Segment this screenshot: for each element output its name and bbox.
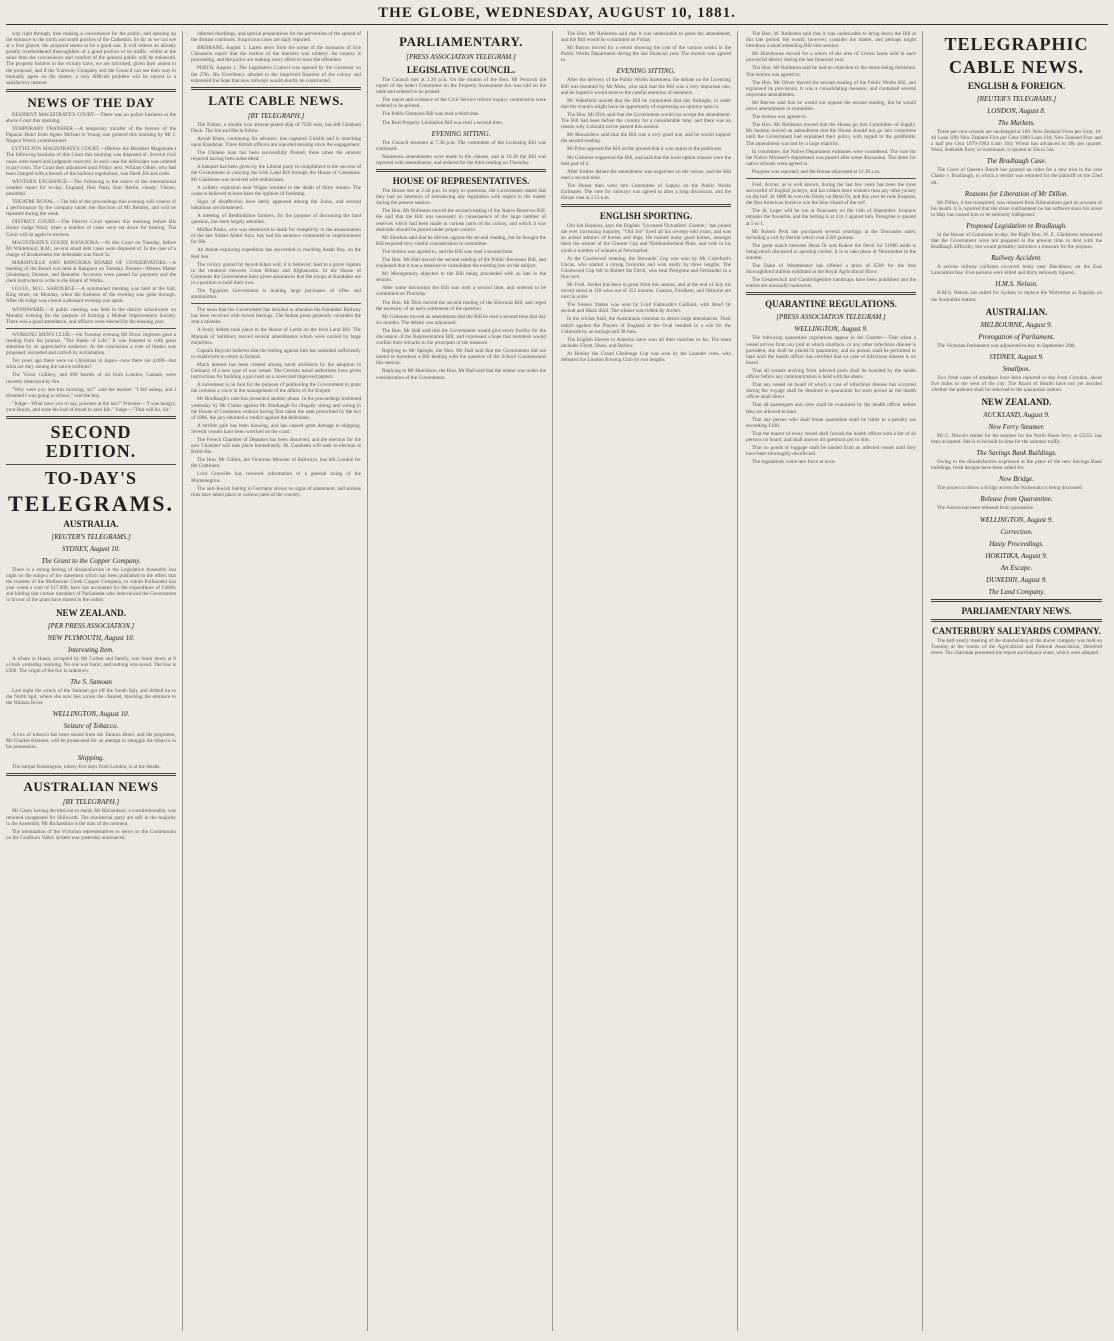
- dateline-wellington: WELLINGTON, August 9.: [794, 325, 868, 334]
- body-text: There is a strong feeling of dissatisfaction in the Legislative Assembly last night on the subject of the statement which has been published to the effect that the trustees of the Melbourne Creek Copper Company, to whom Parliament last year voted a sum of £17,000, have not accounted for the expenditure of £4000, and hinting that certain members of Parliament who interviewed the Government in favour of the grant have shared in the outlay.: [6, 566, 176, 604]
- subheading-press: [PRESS ASSOCIATION TELEGRAM.]: [406, 53, 516, 61]
- item-railway-accident: Railway Accident.: [991, 254, 1042, 263]
- dateline-wellington: WELLINGTON, August 10.: [52, 710, 130, 719]
- item-shipping: Shipping.: [77, 754, 105, 763]
- dateline-melbourne: MELBOURNE, August 9.: [980, 320, 1053, 329]
- heading-parliamentary: PARLIAMENTARY.: [399, 34, 523, 49]
- body-text: Owing to the dissatisfaction expressed at the plans of the new Savings Bank buildings, fresh designs have been called for.: [931, 459, 1102, 472]
- body-text: The news that the Government has decided to abandon the Kandahar Railway has been received with mixed feelings. The Indian press generally considers the step a mistake. A lively debate took place in the House of Lords on the Irish Land Bill. The Marquis of Salisbury moved several amendments which were carried by large majorities. Captain Boycott believes that the feeling against him has subsided sufficiently to enable him to return to Ireland. Much interest has been created among naval architects by the adoption in Germany of a new type of war vessel. The German naval authorities have given instructions for building a gun boat on a novel and improved pattern. A movement is on foot for the purpose of petitioning the Government to grant the colonies a voice in the management of the affairs of the Empire. Mr Bradlaugh's case has presented another phase. In the proceedings instituted yesterday by Mr Clarke against Mr Bradlaugh for illegally sitting and voting in the House of Commons without having first taken the oath prescribed by the Act of 1866, the jury returned a verdict against the defendant. A terrible gale has been blowing, and has caused great damage to shipping. Several vessels have been wrecked on the coast. The French Chamber of Deputies has been dissolved, and the election for the new Chamber will take place immediately. M. Gambetta will seek re-election at Belleville. The Hon. Mr Gillies, the Victorian Minister of Railways, has left London for the Continent. Lord Granville has received information of a general rising of the Montenegrins. The anti-Jewish feeling in Germany shows no signs of abatement, and serious riots have taken place in various parts of the country.: [191, 307, 361, 498]
- item-proposed-legislation: Proposed Legislation re Bradlaugh.: [966, 221, 1067, 230]
- dateline-wellington: WELLINGTON, August 9.: [979, 515, 1054, 524]
- column-3: [376, 31, 553, 1331]
- item-markets: The Markets.: [998, 119, 1035, 127]
- body-text: The Hon. Mr Rolleston said that it was undesirable to press the amendment, and the Bill would be committed on Friday. Mr Barron moved for a return showing the cost of the various works in the Public Works Department during the last financial year. The motion was agreed to.: [561, 31, 731, 64]
- heading-second-edition: SECOND EDITION.: [45, 421, 137, 461]
- subheading-reuters: [REUTER'S TELEGRAMS.]: [51, 532, 131, 541]
- dateline-hokitika: HOKITIKA, August 9.: [985, 551, 1048, 560]
- body-text: A whare at Hauta, occupied by Mr Corbet and family, was burnt down at 6 o'clock yesterday morning. No one was burnt, and nothing was saved. The loss is £300. The origin of the fire is unknown.: [6, 655, 176, 674]
- divider: [931, 599, 1102, 602]
- divider: [191, 87, 361, 90]
- body-text: Mr Dillon, it has transpired, was released from Kilmainham gaol on account of his health. It is reported that the close confinement he has suffered since his arrest in May has caused him to be seriously indisposed.: [931, 199, 1102, 218]
- item-correction: Correction.: [1000, 527, 1033, 536]
- body-text: Mr G. Niccol's tender for the steamer for the North Shore ferry, at £3255, has been accepted. She is to be built in time for the summer traffic.: [931, 432, 1102, 446]
- item-hms-nelson: H.M.S. Nelson.: [995, 280, 1038, 289]
- heading-evening-sitting: EVENING SITTING.: [431, 129, 491, 138]
- subheading-press: [PRESS ASSOCIATION TELEGRAM.]: [776, 313, 886, 322]
- heading-evening-sitting: EVENING SITTING.: [616, 67, 676, 76]
- heading-news-of-the-day: NEWS OF THE DAY: [27, 94, 155, 110]
- body-text: The Nation, a double iron armour-plated ship of 7220 tons, has left Chatham Dock. The Iris and Hecla follow. Ayoub Khan, continuing his advance, has captured Girishk and is marching upon Kandahar. Three British officers are reported missing since the engagement. The Chinese loan has been successfully floated, three times the amount required having been subscribed. A banquet has been given by the Liberal party in compliment to the success of the Government in carrying the Irish Land Bill through the House of Commons. Mr Gladstone was received with enthusiasm. A colliery explosion near Wigan resulted in the death of thirty miners. The cause is believed to have been the ignition of firedamp. Signs of disaffection have lately appeared among the Zulus, and several battalions are threatened. A meeting of Bedfordshire farmers, for the purpose of discussing the land question, has been largely attended. Midhat Pasha, who was sentenced to death for complicity in the assassination of the late Sultan Abdul Aziz, has had his sentence commuted to imprisonment for life. An Italian exploring expedition has succeeded in reaching Assab Bay, on the Red Sea. The victory gained by Ayoub Khan will, it is believed, lead to a grave rupture in the relations between Great Britain and Afghanistan. In the House of Commons the Government have given assurances that the troops at Kandahar are in a position to hold their own. The Egyptian Government is making large purchases of rifles and ammunition.: [191, 121, 361, 301]
- heading-canterbury-saleyards: CANTERBURY SALEYARDS COMPANY.: [932, 625, 1101, 636]
- dateline-dunedin: DUNEDIN, August 9.: [986, 575, 1047, 584]
- body-text: The Hon. W. Rolleston said that it was undesirable to bring down the Bill at this late period. He would, however, consider the matter, and perhaps might introduce a short amending Bill next session. Mr Hursthouse moved for a return of the area of Crown lands sold in each provincial district during the last financial year. The Hon. Mr Rolleston said he had no objection to the return being furnished. The motion was agreed to. The Hon. Mr Oliver moved the second reading of the Public Works Bill, and explained its provisions. It was a consolidating measure, and contained several important amendments. Mr Reeves said that he would not oppose the second reading, but he would move amendments in committee. The motion was agreed to. The Hon. Mr Rolleston moved that the House go into Committee of Supply. Mr Seddon moved an amendment that the House should not go into committee until the Government had explained their policy with regard to the goldfields. The amendment was lost by a large majority. In committee, the Native Department estimates were considered. The vote for the Native Minister's department was passed after some discussion. The items for native schools were agreed to. Progress was reported, and the House adjourned at 12.30 a.m.: [746, 31, 916, 175]
- subheading-by-telegraph: [BY TELEGRAPH.]: [62, 798, 120, 807]
- item-new-bridge: New Bridge.: [999, 475, 1034, 484]
- body-text: RESIDENT MAGISTRATE'S COURT.—There was no police business at the above Court this morning. TEMPORARY TRANSFER.—A temporary transfer of the licence of the Papanui Hotel from Agnes Mclean to Young was granted this morning by Mr J. Nugent Wood, commissioner. LYTTELTON MAGISTRATE'S COURT.—(Before the Resident Magistrate.) The following business of this Court this morning was disposed of. Several civil cases were heard and judgment reserved. In each case the defendant was ordered to pay costs. The Court then adjourned until Friday next. William Oddie, who had been charged with a breach of the harbour regulations, was fined 20s and costs. WESTERN EXCHANGE.—The following is the return of the international weather report for to-day: England, fine; Paris, fine; Berlin, cloudy; Vienna, unsettled. THEATRE ROYAL.—The bill of the proceedings this evening will consist of a performance by the company under the direction of Mr Bentley, and will be repeated during the week. DISTRICT COURT.—The District Court opened this morning before His Honor Judge Ward, when a number of cases were set down for hearing. The Court will sit again to-morrow. MAGISTRATE'S COURT, RANGIORA.—At this Court on Tuesday, before Mr Whitefoord, R.M., several small debt cases were disposed of. In the case of a charge of drunkenness the defendant was fined 5s. MARSHVILLE AND RANGIORA BOARD OF CONSERVATORS.—A meeting of the Board was held at Rangiora on Tuesday. Present—Messrs Maher (chairman), Dunsoe, and Bennetts. Accounts were passed for payment and the clerk instructed to write to the Board of Works. I.O.O.F., M.U., SABOURGE.—A summoned meeting was held at the hall, King street, on Monday, when the business of the evening was gone through. After the lodge was closed a pleasant evening was spent. WOODWARD.—A public meeting was held in the district schoolroom on Monday evening for the purpose of forming a Mutual Improvement Society. There was a good attendance, and officers were elected for the ensuing year.: [6, 111, 176, 325]
- column-6: [931, 31, 1108, 1331]
- body-text: Old Joe Hopkins, says the English "Licensed Victuallers' Gazette," has joined the ever increasing majority. "Old Joe" lived all his seventy-odd years, and was an ardent admirer of horses and dogs. He trained many good horses, amongst them the winner of the Chester Cup and Northumberland Plate, and rode in his youth a number of winners at Newmarket. At the Goodwood meeting, the Stewards' Cup was won by Mr Crawfurd's Uncas, who started a strong favourite and won easily by three lengths. The Goodwood Cup fell to Robert the Devil, who beat Peregrine and Fernandez in a fine race. Mr Fred. Archer has been in great form this season, and at the end of July his record stood at 118 wins out of 352 mounts. Cannon, Fordham, and Osborne are next in order. The Sussex Stakes was won by Lord Falmouth's Galliard, with Bend Or second and Mask third. The winner was ridden by Archer. In the cricket field, the Australians continue to attract large attendances. Their match against the Players of England at the Oval resulted in a win for the Colonials by an innings and 38 runs. The English Eleven in America have won all their matches so far. The team includes Ulyett, Shaw, and Barlow. At Henley the Grand Challenge Cup was won by the Leander crew, who defeated the London Rowing Club by two lengths.: [561, 223, 731, 364]
- body-text: The barque Kennington, ninety-five days from London, is at the Heads.: [12, 764, 161, 771]
- item-escape: An Escape.: [1000, 563, 1033, 572]
- heading-new-zealand: NEW ZEALAND.: [56, 607, 126, 618]
- body-text: H.M.S. Nelson has sailed for Sydney to replace the Wolverine as flagship on the Australian station.: [931, 290, 1102, 303]
- body-text: The Court of Queen's Bench has granted an order for a new trial in the case Clarke v. Bradlaugh, in which a verdict was returned for the plaintiff on the 22nd ult.: [931, 167, 1102, 186]
- heading-telegraphic: TELEGRAPHIC: [944, 34, 1089, 54]
- heading-new-zealand: NEW ZEALAND.: [981, 396, 1052, 407]
- body-text: way right through, thus making a convenience for the public, and opening up the entrance to the north and south porches of the Cathedral. So far as we can see at a first glance, the proposal seems to be a good one. It will relieve an already greatly overburdened thoroughfare of a good portion of its traffic, whilst at the same time the convenience and comfort of the general public will be enhanced. The property holders in the vicinity have, we are informed, given their assent to the proposal, and if the Tramway Company and the Council can see their way to mutually agree on the matter, a very difficult problem will be solved in a satisfactory manner.: [6, 31, 176, 86]
- dateline-london: LONDON, August 8.: [987, 107, 1046, 115]
- heading-australia: AUSTRALIA.: [63, 518, 119, 529]
- divider: [6, 416, 176, 419]
- divider: [561, 204, 731, 207]
- heading-australian-news: AUSTRALIAN NEWS: [23, 779, 159, 795]
- body-text: A serious railway collision occurred today near Blackburn, on the East Lancashire line. Five persons were killed and thirty seriously injured.: [931, 264, 1102, 277]
- dateline-auckland: AUCKLAND, August 9.: [983, 410, 1050, 419]
- item-ferry-steamer: New Ferry Steamer.: [988, 422, 1045, 431]
- body-text: Two fresh cases of smallpox have been reported to-day from Croydon, about five miles to the west of the city. The Board of Health have not yet decided whether the patients shall be removed to the quarantine station.: [931, 374, 1102, 393]
- body-text: infected dwellings, and special preparations for the prevention of the spread of the disease continues. Suspicious cases are daily reported. BRISBANE, August 1. Latest news from the scene of the massacre of five Chinamen report that the motive of the murders was robbery. An inquiry is proceeding, and the police are making every effort to trace the offenders. PERTH, August 1. The Legislative Council was opened by the Governor on the 27th. His Excellency alluded to the improved finances of the colony and expressed the hope that new railways would shortly be constructed.: [191, 31, 361, 84]
- item-interesting: Interesting Item.: [67, 645, 114, 654]
- divider: [746, 292, 916, 295]
- divider: [6, 89, 176, 92]
- column-5: [746, 31, 923, 1331]
- body-text: Last night the wreck of the Samoan got off the South Spit, and drifted on to the North Spit, where she now lies across the channel, blocking the entrance to the Waitara River.: [6, 687, 176, 706]
- body-text: The Victorian Parliament was adjourned to-day to September 20th.: [937, 342, 1076, 349]
- item-smallpox: Smallpox.: [1002, 364, 1031, 373]
- heading-english-sporting: ENGLISH SPORTING.: [599, 211, 693, 222]
- body-text: Mr Casey having decided not to stand, Mr Richardson, a constitutionalist, was returned unopposed for Shilworth. The ministerial party are still in the majority in the Assembly. Mr Richardson is the man of the moment. The nomination of the Victorian representatives to serve on the Commission on the Goulburn Valley system was yesterday announced.: [6, 808, 176, 841]
- body-text: The House met at 2.30 p.m. In reply to questions, the Government stated that they had no intention of introducing any legislation with regard to the matter during the present session. The Hon. Mr Rolleston moved the second reading of the Native Reserves Bill. He said that the Bill was necessary in consequence of the large number of reserves which had been made in various parts of the colony, and which it was desirable should be placed under proper control. Mr Sheehan said that he did not oppose the second reading, but he thought the Bill required very careful consideration in committee. The motion was agreed to, and the Bill was read a second time. The Hon. Mr Hall moved the second reading of the Public Revenues Bill, and explained that it was a measure to consolidate the existing law on the subject. Mr Montgomery objected to the Bill being proceeded with so late in the session. After some discussion the Bill was read a second time, and ordered to be committed on Thursday. The Hon. Mr Dick moved the second reading of the Electoral Bill, and urged the necessity of an early settlement of the question. Mr Gisborne moved an amendment that the Bill be read a second time that day six months. The debate was adjourned. The Hon. Mr Hall said that the Government would give every facility for the discussion of the Representation Bill, and expressed a hope that members would confine their remarks to the principles of the measure. Replying to Mr Speight, the Hon. Mr Hall said that the Government did not intend to introduce a Bill dealing with the question of the School Commissions this session. Replying to Mr Hutchison, the Hon. Mr Hall said that the matter was under the consideration of the Government.: [376, 188, 546, 381]
- subheading-press: [PER PRESS ASSOCIATION.]: [47, 621, 135, 630]
- subheading-by-telegraph: [BY TELEGRAPH.]: [247, 111, 305, 120]
- divider: [6, 773, 176, 776]
- item-copper: The Grant to the Copper Company.: [41, 556, 141, 565]
- item-savings-bank: The Savings Bank Buildings.: [976, 449, 1057, 458]
- heading-quarantine: QUARANTINE REGULATIONS.: [765, 299, 897, 310]
- item-hasty-proceedings: Hasty Proceedings.: [989, 539, 1044, 548]
- divider: [6, 328, 176, 329]
- body-text: The Council met at 2.30 p.m. On the motion of the Hon. Mr Peacock the report of the Select Committee on the Property Assessment Act was laid on the table and ordered to be printed. The report and evidence of the Civil Service reform inquiry commission were ordered to be printed. The Public Domains Bill was read a third time. The Real Property Limitation Bill was read a second time.: [376, 77, 546, 126]
- heading-australian: AUSTRALIAN.: [985, 306, 1048, 317]
- body-text: Three per cent consols are unchanged at 100. New Zealand Fives per Cent, 10-40 Loan 109; New Zealand Five per Cent 1889 Loan 104; New Zealand Four and a half per Cent 1879-1904 Loan 104; Wheat has advanced to 48s per quarter. Wool, Adelaide floor, or warehouse, is quoted at 50s to 54s.: [931, 129, 1102, 154]
- subheading-reuters: [REUTER'S TELEGRAMS.]: [976, 95, 1057, 103]
- divider: [376, 169, 546, 172]
- item-tobacco: Seizure of Tobacco.: [63, 722, 119, 731]
- column-2: [191, 31, 368, 1331]
- column-4: [561, 31, 738, 1331]
- heading-parliamentary-news: PARLIAMENTARY NEWS.: [961, 605, 1072, 616]
- heading-english-foreign: ENGLISH & FOREIGN.: [967, 81, 1066, 91]
- divider: [931, 619, 1102, 622]
- heading-house-of-representatives: HOUSE OF REPRESENTATIVES.: [392, 176, 530, 187]
- body-text: A box of tobacco has been seized from the Tararua Hotel, and the proprietor, Mr Charles Kimmer, will be prosecuted for an attempt to smuggle the tobacco in his possession.: [6, 732, 176, 751]
- body-text: The Aurora has been released from quarantine.: [937, 505, 1035, 512]
- body-text: The project to throw a bridge across the Waitemata is being discussed.: [937, 485, 1083, 492]
- body-text: WORKING MEN'S CLUB.—On Tuesday evening Mr Ebon. Inglesen gave a reading from his journal, "The Battle of Life." It was listened to with great attention by an appreciative audience. At the conclusion a vote of thanks was proposed, seconded and carried by acclamation. Ten years ago there were no Christians in Japan—now there are 4,000—but what are they among the native millions? The Victor Colliery, and 600 barrels of oil from London, Canada, were recently destroyed by fire. "Why were you late this morning, sir?" said the teacher. "I fell asleep, and I dreamed I was going to school," said the boy. "Judge—What have you to say, prisoner at the bar?" Prisoner—"I was hungry, your Honor, and stole the loaf of bread to save life." Judge—"That will do, Sir.": [6, 331, 176, 413]
- divider: [746, 178, 916, 179]
- body-text: Fred. Archer, as is well known, during the last few years has been the most successful of English jockeys, and has ridden more winners than any other jockey on the turf. In 1880 he won the Derby on Bend Or, and this year he rode Iroquois, the first American horse to win the blue riband of the turf. The St. Leger will be run at Doncaster on the 14th of September. Iroquois remains the favourite, and the betting is at 4 to 1 against him. Peregrine is quoted at 5 to 1. Mr Robert Peck has purchased several yearlings at the Doncaster sales, including a colt by Hermit which cost 2200 guineas. The great match between Bend Or and Robert the Devil for £1000 aside is being much discussed in sporting circles. It is to take place at Newmarket in the autumn. The Duke of Westminster has offered a prize of £500 for the best thoroughbred stallion exhibited at the Royal Agricultural Show. The Cesarewitch and Cambridgeshire handicaps have been published and the entries are unusually numerous.: [746, 181, 916, 290]
- body-text: The Council resumed at 7.30 p.m. The committee of the Licensing Bill was continued. Numerous amendments were made in the clauses, and at 10.30 the Bill was reported with amendments, and ordered for the third reading on Thursday.: [376, 139, 546, 166]
- body-text: The following quarantine regulations appear in the Gazette:—That when a vessel arrives from any port at which smallpox, or any other infectious disease is prevalent, she shall be placed in quarantine, and no person shall be permitted to land until the health officer has certified that no case of infectious disease is on board. That all vessels arriving from infected ports shall be boarded by the health officer before any communication is held with the shore. That any vessel on board of which a case of infectious disease has occurred during the voyage shall be detained in quarantine for such period as the health officer shall direct. That all passengers and crew shall be examined by the health officer before they are allowed to land. That any person who shall break quarantine shall be liable to a penalty not exceeding £100. That the master of every vessel shall furnish the health officer with a list of all persons on board, and shall answer all questions put to him. That no goods or luggage shall be landed from an infected vessel until they have been thoroughly disinfected. The regulations come into force at once.: [746, 335, 916, 466]
- body-text: The half-yearly meeting of the shareholders of the above company was held on Tuesday at the rooms of the Agricultural and Pastoral Association, Hereford street. The chairman presented the report and balance sheet, which were adopted.: [931, 637, 1102, 656]
- heading-legislative-council: LEGISLATIVE COUNCIL.: [406, 65, 516, 75]
- body-text: After the delivery of the Public Works Statement, the debate on the Licensing Bill was resumed by Mr Moss, who said that the Bill was a very important one, and he hoped it would receive the careful attention of members. Mr Wakefield moved that the Bill be committed that day fortnight, in order that the country might have an opportunity of expressing an opinion upon it. The Hon. Mr Dick said that the Government would not accept the amendment. The Bill had been before the country for a considerable time, and there was no reason why it should not be passed this session. Mr Macandrew said that the Bill was a very good one, and he would support the second reading. Mr Pyke opposed the Bill on the ground that it was unjust to the publicans. Mr Gisborne supported the Bill, and said that the local option clauses were the best part of it. After further debate the amendment was negatived on the voices, and the Bill read a second time. The House then went into Committee of Supply on the Public Works Estimates. The vote for railways was agreed to after a long discussion, and the House rose at 2.15 a.m.: [561, 77, 731, 202]
- divider: [6, 464, 176, 465]
- heading-telegrams: TELEGRAMS.: [7, 490, 175, 516]
- body-text: In the House of Commons to-day, the Right Hon. W. E. Gladstone announced that the Government were not prepared at the present time to deal with the Bradlaugh difficulty, but would probably introduce a measure for the purpose.: [931, 231, 1102, 251]
- heading-cable-news: CABLE NEWS.: [948, 57, 1085, 77]
- masthead: THE GLOBE, WEDNESDAY, AUGUST 10, 1881.: [6, 4, 1108, 25]
- columns: [6, 31, 1108, 1331]
- item-release-quarantine: Release from Quarantine.: [980, 495, 1053, 504]
- item-land-company: The Land Company.: [988, 587, 1045, 596]
- column-1: [6, 31, 183, 1331]
- heading-late-cable-news: LATE CABLE NEWS.: [208, 92, 344, 108]
- dateline-sydney: SYDNEY, August 10.: [62, 544, 120, 553]
- item-prorogation: Prorogation of Parliament.: [978, 332, 1055, 341]
- item-bradlaugh-case: The Bradlaugh Case.: [986, 157, 1047, 166]
- dateline-sydney: SYDNEY, August 9.: [989, 352, 1044, 361]
- dateline-new-plymouth: NEW PLYMOUTH, August 10.: [47, 633, 135, 642]
- heading-todays: TO-DAY'S: [44, 467, 138, 488]
- item-dillon: Reasons for Liberation of Mr Dillon.: [964, 189, 1069, 198]
- heading-samoan: The S. Samoan: [70, 677, 112, 686]
- divider: [191, 303, 361, 304]
